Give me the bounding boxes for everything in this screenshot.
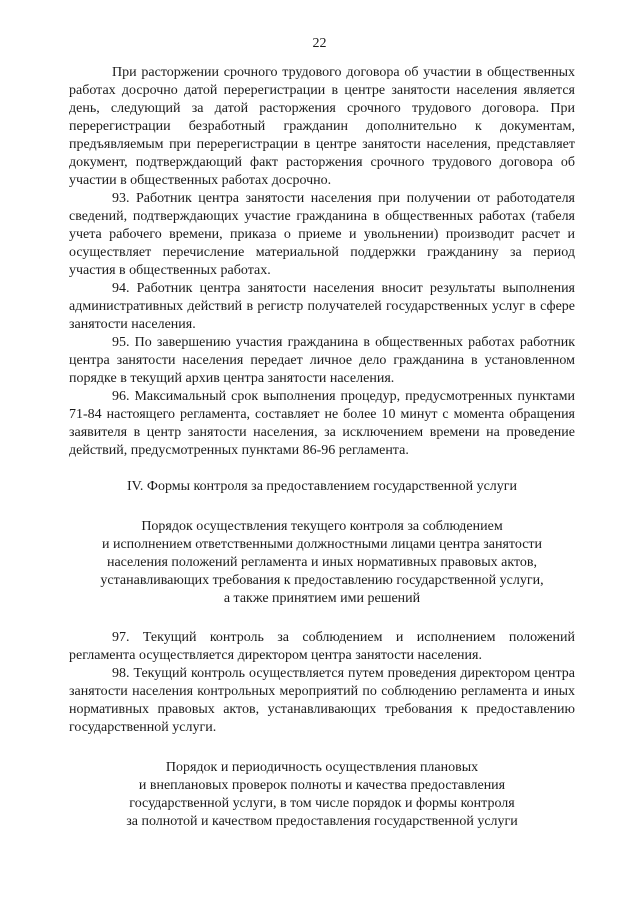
paragraph-93: 93. Работник центра занятости населения при получении от работодателя сведений, подтверждающих участие гражданина в общественных работах (табеля учета рабочего времени, приказа о приеме и увольнении) производит расчет и осуществляет перечисление материальной поддержки гражданину за период участия в общественных работах. bbox=[69, 191, 575, 278]
page-number: 22 bbox=[312, 36, 327, 51]
paragraph-95: 95. По завершению участия гражданина в общественных работах работник центра занятости населения передает личное дело гражданина в установленном порядке в текущий архив центра занятости населения. bbox=[69, 335, 575, 386]
subheading-line: населения положений регламента и иных нормативных правовых актов, bbox=[106, 555, 538, 570]
subheading-line: Порядок и периодичность осуществления плановых bbox=[165, 760, 479, 775]
paragraph-94: 94. Работник центра занятости населения вносит результаты выполнения административных действий в регистр получателей государственных услуг в сфере занятости населения. bbox=[69, 281, 575, 332]
document-body bbox=[69, 64, 575, 852]
paragraph-98: 98. Текущий контроль осуществляется путем проведения директором центра занятости населения контрольных мероприятий по соблюдению регламента и иных нормативных правовых актов, устанавливающих требования к предоставлению государственной услуги. bbox=[69, 666, 575, 735]
paragraph-96: 96. Максимальный срок выполнения процедур, предусмотренных пунктами 71-84 настоящего регламента, составляет не более 10 минут с момента обращения заявителя в центр занятости населения, за исключением времени на проведение действий, предусмотренных пунктами 86-96 регламента. bbox=[69, 389, 575, 458]
subheading-line: а также принятием ими решений bbox=[223, 591, 421, 606]
subheading-line: Порядок осуществления текущего контроля за соблюдением bbox=[141, 519, 503, 534]
subheading-line: устанавливающих требования к предоставлению государственной услуги, bbox=[100, 573, 544, 588]
subheading-line: государственной услуги, в том числе порядок и формы контроля bbox=[129, 796, 515, 811]
paragraph-termination: При расторжении срочного трудового договора об участии в общественных работах досрочно датой перерегистрации в центре занятости населения является день, следующий за датой расторжения срочного трудового договора. При перерегистрации безработный гражданин дополнительно к документам, предъявляемым при перерегистрации в центре занятости населения, представляет документ, подтверждающий факт расторжения срочного трудового договора об участии в общественных работах досрочно. bbox=[69, 65, 575, 188]
subheading-current-control bbox=[69, 518, 575, 608]
section-heading: IV. Формы контроля за предоставлением государственной услуги bbox=[126, 479, 518, 494]
paragraph-97: 97. Текущий контроль за соблюдением и исполнением положений регламента осуществляется директором центра занятости населения. bbox=[69, 630, 575, 663]
subheading-line: и внеплановых проверок полноты и качества предоставления bbox=[138, 778, 506, 793]
subheading-line: за полнотой и качеством предоставления государственной услуги bbox=[126, 814, 518, 829]
subheading-inspections bbox=[69, 759, 575, 831]
subheading-line: и исполнением ответственными должностными лицами центра занятости bbox=[101, 537, 543, 552]
